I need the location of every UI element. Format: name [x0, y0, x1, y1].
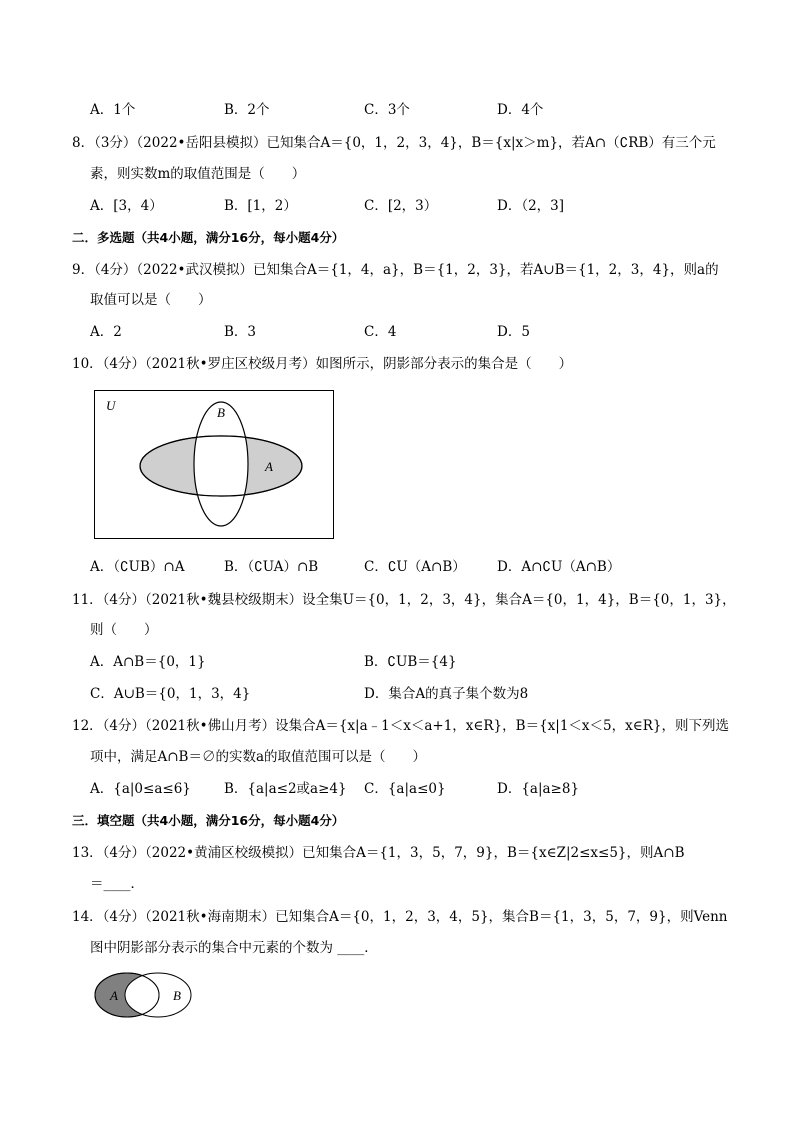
label-a: A [110, 988, 118, 1003]
q13-stem-line1: 13．（4分）（2022•黄浦区校级模拟）已知集合A＝{1，3，5，7，9}，B＝{x∈Z|2≤x≤5}，则A∩B [72, 845, 685, 861]
q9-option-b: B．3 [224, 324, 257, 340]
q10-option-b: B．（∁UA）∩B [224, 559, 319, 575]
q8-option-c: C．[2，3） [364, 198, 438, 214]
q12-stem-line1: 12．（4分）（2021秋•佛山月考）设集合A＝{x|a﹣1＜x＜a+1，x∈R}，B＝{x|1＜x＜5，x∈R}，则下列选 [72, 718, 729, 734]
q12-option-d: D．{a|a≥8} [497, 781, 580, 797]
q8-stem-line2: 素，则实数m的取值范围是（ ） [90, 166, 306, 182]
q7-option-d: D．4个 [497, 102, 544, 118]
q7-option-c: C．3个 [364, 102, 410, 118]
label-b: B [173, 988, 181, 1003]
q14-stem-line2: 图中阴影部分表示的集合中元素的个数为 ____． [90, 940, 378, 956]
q12-option-a: A．{a|0≤a≤6} [90, 781, 191, 797]
q10-option-a: A．（∁UB）∩A [90, 559, 185, 575]
q13-stem-line2: ＝____． [90, 876, 144, 892]
q7-option-b: B．2个 [224, 102, 270, 118]
q12-option-c: C．{a|a≤0} [364, 781, 446, 797]
q11-option-b: B．∁UB＝{4} [364, 654, 457, 670]
q9-option-c: C．4 [364, 324, 397, 340]
q12-option-b: B．{a|a≤2或a≥4} [224, 781, 347, 797]
section3-title: 三．填空题（共4小题，满分16分，每小题4分） [72, 813, 345, 828]
q11-option-d: D．集合A的真子集个数为8 [364, 686, 529, 702]
q9-option-d: D．5 [497, 324, 530, 340]
q8-option-b: B．[1，2） [224, 198, 297, 214]
q9-option-a: A．2 [90, 324, 122, 340]
q12-stem-line2: 项中，满足A∩B＝∅的实数a的取值范围可以是（ ） [90, 749, 427, 765]
q8-stem-line1: 8．（3分）（2022•岳阳县模拟）已知集合A＝{0，1，2，3，4}，B＝{x|x＞m}，若A∩（∁RB）有三个元 [72, 135, 716, 151]
q9-stem-line1: 9．（4分）（2022•武汉模拟）已知集合A＝{1，4，a}，B＝{1，2，3}，若A∪B＝{1，2，3，4}，则a的 [72, 262, 719, 278]
q11-stem-line2: 则（ ） [90, 622, 158, 638]
label-a: A [265, 459, 273, 474]
q11-stem-line1: 11．（4分）（2021秋•魏县校级期末）设全集U＝{0，1，2，3，4}，集合A＝{0，1，4}，B＝{0，1，3}， [72, 592, 736, 608]
section2-title: 二．多选题（共4小题，满分16分，每小题4分） [72, 230, 345, 245]
q10-stem: 10．（4分）（2021秋•罗庄区校级月考）如图所示，阴影部分表示的集合是（ ） [72, 356, 573, 372]
q9-stem-line2: 取值可以是（ ） [90, 292, 212, 308]
q14-venn-diagram [92, 971, 196, 1021]
q7-option-a: A．1个 [90, 102, 136, 118]
label-b: B [217, 405, 225, 420]
q10-option-c: C．∁U（A∩B） [364, 559, 466, 575]
q11-option-a: A．A∩B＝{0，1} [90, 654, 206, 670]
q11-option-c: C．A∪B＝{0，1，3，4} [90, 686, 251, 702]
q10-venn-diagram [94, 390, 334, 540]
label-u: U [106, 398, 116, 413]
q8-option-a: A．[3，4） [90, 198, 163, 214]
q8-option-d: D．（2，3] [497, 198, 565, 214]
q10-option-d: D．A∩∁U（A∩B） [497, 559, 621, 575]
q14-stem-line1: 14．（4分）（2021秋•海南期末）已知集合A＝{0，1，2，3，4，5}，集合B＝{1，3，5，7，9}，则Venn [72, 909, 728, 925]
